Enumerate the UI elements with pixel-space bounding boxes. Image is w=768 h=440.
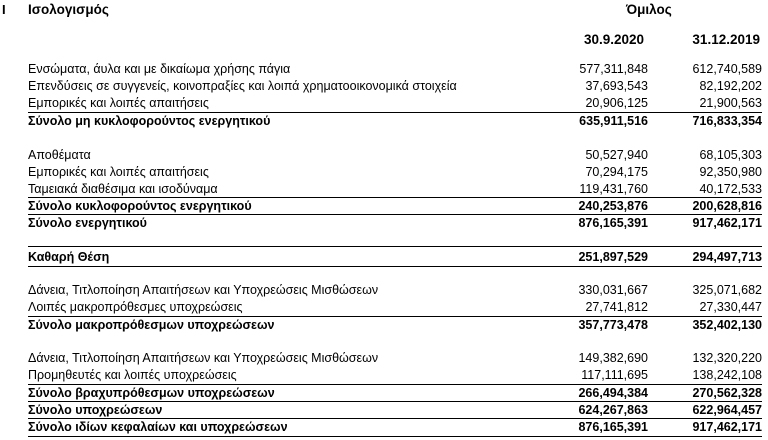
total-row xyxy=(28,250,762,266)
table-row xyxy=(28,165,762,181)
divider xyxy=(28,401,762,402)
value-2019: 82,192,202 xyxy=(699,79,762,93)
row-label: Δάνεια, Τιτλοποίηση Απαιτήσεων και Υποχρεώσεις Μισθώσεων xyxy=(28,283,379,297)
table-row xyxy=(28,300,762,316)
value-2020: 20,906,125 xyxy=(585,96,648,110)
table-row xyxy=(28,96,762,112)
subtotal-row xyxy=(28,114,762,130)
row-label: Ενσώματα, άυλα και με δικαίωμα χρήσης πάγια xyxy=(28,62,291,76)
section-number: I xyxy=(2,2,6,17)
table-row xyxy=(28,79,762,95)
total-row xyxy=(28,216,762,232)
value-2019: 352,402,130 xyxy=(692,318,762,332)
subtotal-row xyxy=(28,318,762,334)
table-row xyxy=(28,148,762,164)
table-row xyxy=(28,62,762,78)
row-label: Σύνολο μη κυκλοφορούντος ενεργητικού xyxy=(28,114,271,128)
value-2020: 624,267,863 xyxy=(578,403,648,417)
row-label: Σύνολο υποχρεώσεων xyxy=(28,403,163,417)
row-label: Δάνεια, Τιτλοποίηση Απαιτήσεων και Υποχρεώσεις Μισθώσεων xyxy=(28,351,379,365)
row-label: Αποθέματα xyxy=(28,148,91,162)
row-label: Σύνολο βραχυπρόθεσμων υποχρεώσεων xyxy=(28,386,275,400)
value-2020: 117,111,695 xyxy=(581,368,648,382)
value-2020: 330,031,667 xyxy=(578,283,648,297)
row-label: Εμπορικές και λοιπές απαιτήσεις xyxy=(28,165,209,179)
row-label: Εμπορικές και λοιπές απαιτήσεις xyxy=(28,96,209,110)
divider xyxy=(28,266,762,267)
value-2020: 635,911,516 xyxy=(579,114,648,128)
value-2020: 50,527,940 xyxy=(585,148,648,162)
table-row xyxy=(28,283,762,299)
row-label: Ταμειακά διαθέσιμα και ισοδύναμα xyxy=(28,182,218,196)
row-label: Σύνολο ιδίων κεφαλαίων και υποχρεώσεων xyxy=(28,420,288,434)
row-label: Προμηθευτές και λοιπές υποχρεώσεις xyxy=(28,368,237,382)
value-2019: 40,172,533 xyxy=(699,182,762,196)
column-header-date-2: 31.12.2019 xyxy=(692,32,760,47)
divider xyxy=(28,112,762,113)
divider xyxy=(28,246,762,247)
row-label: Σύνολο κυκλοφορούντος ενεργητικού xyxy=(28,199,252,213)
column-header-date-1: 30.9.2020 xyxy=(583,32,644,47)
value-2019: 622,964,457 xyxy=(692,403,762,417)
group-heading: Όμιλος xyxy=(626,2,672,17)
row-label: Λοιπές μακροπρόθεσμες υποχρεώσεις xyxy=(28,300,243,314)
value-2020: 266,494,384 xyxy=(578,386,648,400)
value-2020: 37,693,543 xyxy=(585,79,648,93)
value-2019: 325,071,682 xyxy=(692,283,762,297)
row-label: Σύνολο ενεργητικού xyxy=(28,216,147,230)
divider xyxy=(28,418,762,419)
table-row xyxy=(28,368,762,384)
value-2019: 92,350,980 xyxy=(699,165,762,179)
divider xyxy=(28,197,762,198)
divider xyxy=(28,214,762,215)
value-2020: 876,165,391 xyxy=(578,420,648,434)
value-2020: 357,773,478 xyxy=(578,318,648,332)
value-2020: 149,382,690 xyxy=(578,351,648,365)
value-2019: 132,320,220 xyxy=(692,351,762,365)
divider xyxy=(28,384,762,385)
divider xyxy=(28,316,762,317)
value-2020: 119,431,760 xyxy=(579,182,648,196)
value-2019: 716,833,354 xyxy=(692,114,762,128)
value-2019: 917,462,171 xyxy=(692,216,762,230)
value-2019: 138,242,108 xyxy=(692,368,762,382)
row-label: Καθαρή Θέση xyxy=(28,250,110,264)
value-2020: 577,311,848 xyxy=(579,62,648,76)
table-row xyxy=(28,182,762,198)
value-2020: 70,294,175 xyxy=(585,165,648,179)
subtotal-row xyxy=(28,386,762,402)
value-2019: 917,462,171 xyxy=(692,420,762,434)
value-2020: 251,897,529 xyxy=(578,250,648,264)
value-2019: 200,628,816 xyxy=(692,199,762,213)
table-row xyxy=(28,351,762,367)
value-2019: 270,562,328 xyxy=(692,386,762,400)
row-label: Σύνολο μακροπρόθεσμων υποχρεώσεων xyxy=(28,318,275,332)
value-2019: 294,497,713 xyxy=(692,250,762,264)
grand-total-row xyxy=(28,420,762,436)
row-label: Επενδύσεις σε συγγενείς, κοινοπραξίες και λοιπά χρηματοοικονομικά στοιχεία xyxy=(28,79,457,93)
total-row xyxy=(28,403,762,419)
statement-title: Ισολογισμός xyxy=(28,2,109,17)
divider xyxy=(28,436,762,437)
value-2020: 240,253,876 xyxy=(578,199,648,213)
value-2019: 21,900,563 xyxy=(699,96,762,110)
value-2020: 876,165,391 xyxy=(578,216,648,230)
value-2019: 612,740,589 xyxy=(692,62,762,76)
value-2019: 27,330,447 xyxy=(699,300,762,314)
subtotal-row xyxy=(28,199,762,215)
value-2020: 27,741,812 xyxy=(585,300,648,314)
value-2019: 68,105,303 xyxy=(699,148,762,162)
